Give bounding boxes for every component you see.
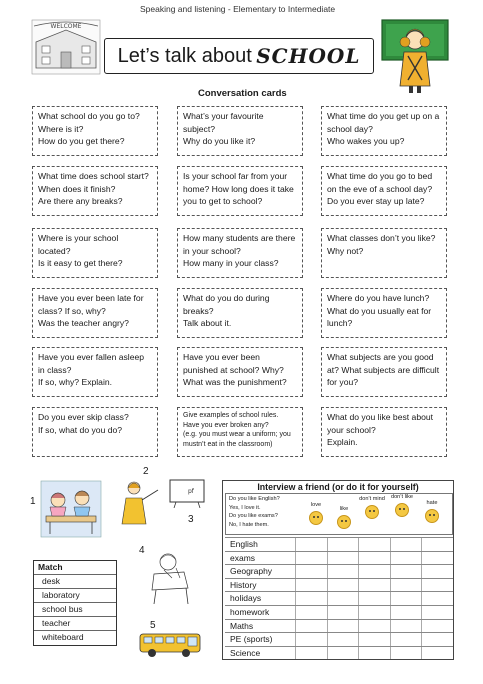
option-label: don’t like xyxy=(390,494,414,500)
row-subject: homework xyxy=(230,606,270,617)
smiley-icon xyxy=(309,511,323,525)
row-subject: PE (sports) xyxy=(230,634,273,645)
match-item: teacher xyxy=(34,616,116,630)
conversation-card xyxy=(321,288,447,338)
row-subject: exams xyxy=(230,552,256,563)
interview-row xyxy=(225,646,453,660)
conversation-cards-title: Conversation cards xyxy=(198,88,287,99)
whiteboard-text: pf xyxy=(188,488,194,495)
option-love xyxy=(302,502,330,525)
interview-question: Do you like exams? xyxy=(229,513,278,519)
interview-example-questions xyxy=(229,495,280,529)
option-dont-like xyxy=(388,494,416,517)
conversation-card xyxy=(177,407,303,457)
interview-row xyxy=(225,632,453,646)
interview-question: No, I hate them. xyxy=(229,521,269,528)
interview-example-header xyxy=(225,493,453,535)
option-label: love xyxy=(310,502,322,508)
interview-row xyxy=(225,619,453,633)
conversation-card xyxy=(177,347,303,397)
conversation-card xyxy=(321,106,447,156)
conversation-card xyxy=(321,166,447,216)
conversation-card xyxy=(177,166,303,216)
match-item: laboratory xyxy=(34,588,116,602)
conversation-card xyxy=(177,288,303,338)
option-hate xyxy=(418,500,446,523)
interview-title: Interview a friend (or do it for yourself) xyxy=(257,482,419,492)
conversation-card xyxy=(177,106,303,156)
student-sleeping-at-desk-illustration xyxy=(146,548,196,606)
match-vocabulary-box xyxy=(33,560,117,646)
row-subject: Geography xyxy=(230,566,273,577)
picture-number: 1 xyxy=(30,496,36,507)
row-subject: English xyxy=(230,539,258,549)
card-text: What time do you get up on a school day? Who wakes you up? xyxy=(327,111,440,146)
interview-rows xyxy=(225,537,453,659)
conversation-card xyxy=(32,347,158,397)
interview-table xyxy=(222,480,454,660)
interview-row xyxy=(225,605,453,619)
card-text: What classes don’t you like? Why not? xyxy=(327,233,436,256)
whiteboard-illustration xyxy=(168,478,206,508)
option-label: hate xyxy=(426,500,438,506)
card-text: Give examples of school rules. Have you ever broken any? (e.g. you must wear a uniform; you mustn’t eat in the classroom) xyxy=(183,412,291,448)
teacher-illustration xyxy=(380,16,450,94)
row-subject: Maths xyxy=(230,620,254,631)
option-label: don’t mind xyxy=(359,496,385,502)
welcome-sign-text: WELCOME xyxy=(50,23,82,30)
option-dont-mind xyxy=(358,496,386,519)
conversation-card xyxy=(177,228,303,278)
option-label: like xyxy=(339,506,349,512)
conversation-card xyxy=(321,228,447,278)
match-item: desk xyxy=(34,574,116,588)
conversation-card xyxy=(321,407,447,457)
school-bus-illustration xyxy=(138,630,204,660)
picture-number: 3 xyxy=(188,514,194,525)
interview-question: Yes, I love it. xyxy=(229,504,261,511)
title-prefix: Let’s talk about xyxy=(117,44,252,67)
interview-row xyxy=(225,537,453,551)
row-subject: History xyxy=(230,579,257,590)
row-subject: holidays xyxy=(230,593,262,604)
card-text: Have you ever fallen asleep in class? If so, why? Explain. xyxy=(38,352,145,387)
conversation-card xyxy=(321,347,447,397)
smiley-icon xyxy=(425,509,439,523)
school-building-illustration xyxy=(30,18,102,76)
card-text: What subjects are you good at? What subjects are difficult for you? xyxy=(327,352,440,387)
card-text: Where is your school located? Is it easy to get there? xyxy=(38,233,123,268)
picture-number: 5 xyxy=(150,620,156,631)
card-text: What time does school start? When does it finish? Are there any breaks? xyxy=(38,171,149,206)
conversation-card xyxy=(32,106,158,156)
card-text: Where do you have lunch? What do you usually eat for lunch? xyxy=(327,293,432,328)
smiley-icon xyxy=(337,515,351,529)
match-item: whiteboard xyxy=(34,630,116,644)
conversation-card xyxy=(32,166,158,216)
card-text: Is your school far from your home? How long does it take you to get to school? xyxy=(183,171,294,206)
students-at-desk-illustration xyxy=(40,480,102,538)
row-subject: Science xyxy=(230,647,261,658)
match-title: Match xyxy=(38,562,63,572)
interview-row xyxy=(225,591,453,605)
conversation-card xyxy=(32,407,158,457)
conversation-card xyxy=(32,228,158,278)
card-text: Have you ever been punished at school? Why? What was the punishment? xyxy=(183,352,287,387)
page-subtitle: Speaking and listening - Elementary to Intermediate xyxy=(140,4,336,14)
card-text: Do you ever skip class? If so, what do you do? xyxy=(38,412,129,435)
teacher-pointing-illustration xyxy=(120,478,160,528)
card-text: What’s your favourite subject? Why do you like it? xyxy=(183,111,264,146)
card-text: What do you do during breaks? Talk about it. xyxy=(183,293,270,328)
picture-number: 2 xyxy=(143,466,149,477)
title-word: SCHOOL xyxy=(256,44,361,68)
conversation-card xyxy=(32,288,158,338)
card-text: How many students are there in your school? How many in your class? xyxy=(183,233,296,268)
interview-row xyxy=(225,564,453,578)
smiley-icon xyxy=(395,503,409,517)
option-like xyxy=(330,506,358,529)
picture-number: 4 xyxy=(139,545,145,556)
interview-question: Do you like English? xyxy=(229,496,280,502)
match-item: school bus xyxy=(34,602,116,616)
card-text: What do you like best about your school? Explain. xyxy=(327,412,434,447)
smiley-icon xyxy=(365,505,379,519)
page-title xyxy=(104,38,374,74)
interview-row xyxy=(225,551,453,565)
card-text: What school do you go to? Where is it? How do you get there? xyxy=(38,111,140,146)
card-text: What time do you go to bed on the eve of a school day? Do you ever stay up late? xyxy=(327,171,433,206)
interview-row xyxy=(225,578,453,592)
card-text: Have you ever been late for class? If so, why? Was the teacher angry? xyxy=(38,293,144,328)
